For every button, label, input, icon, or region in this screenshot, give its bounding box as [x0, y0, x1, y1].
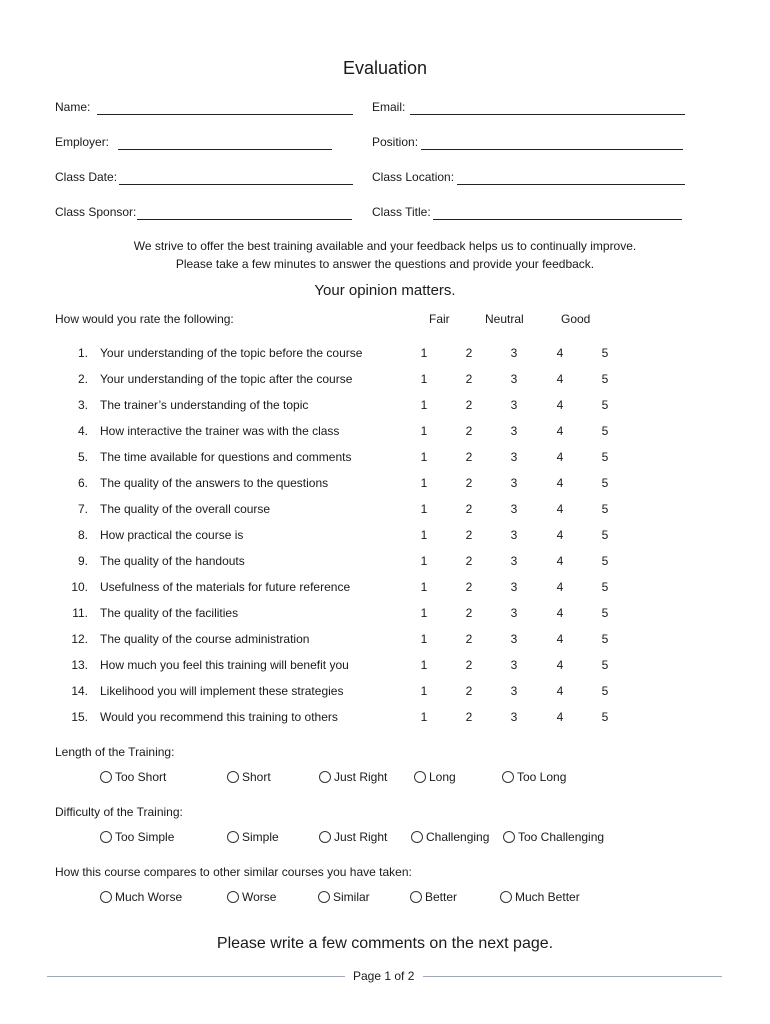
rating-score-1[interactable]: 1: [420, 658, 428, 672]
compare-option[interactable]: [410, 890, 457, 904]
difficulty-option-label: Just Right: [334, 830, 388, 844]
rating-score-3[interactable]: 3: [510, 632, 518, 646]
compare-label: How this course compares to other similar courses you have taken:: [55, 865, 412, 879]
opinion-heading: Your opinion matters.: [314, 282, 456, 299]
rating-score-4[interactable]: 4: [556, 424, 564, 438]
rating-score-3[interactable]: 3: [510, 580, 518, 594]
question-text: How practical the course is: [100, 528, 244, 542]
rating-score-1[interactable]: 1: [420, 632, 428, 646]
employer-field[interactable]: [118, 136, 332, 150]
rating-score-2[interactable]: 2: [465, 632, 473, 646]
question-number: 8.: [77, 528, 88, 542]
length-label: Length of the Training:: [55, 745, 175, 759]
length-option[interactable]: [319, 770, 387, 784]
radio-button-icon[interactable]: [227, 831, 239, 843]
compare-option[interactable]: [500, 890, 580, 904]
rating-score-2[interactable]: 2: [465, 528, 473, 542]
question-number: 2.: [77, 372, 88, 386]
rating-score-4[interactable]: 4: [556, 528, 564, 542]
question-text: The time available for questions and comments: [100, 450, 352, 464]
rating-score-4[interactable]: 4: [556, 580, 564, 594]
rating-score-2[interactable]: 2: [465, 372, 473, 386]
radio-button-icon[interactable]: [100, 891, 112, 903]
class-sponsor-field[interactable]: [137, 206, 352, 220]
rating-score-1[interactable]: 1: [420, 398, 428, 412]
rating-score-4[interactable]: 4: [556, 606, 564, 620]
radio-button-icon[interactable]: [319, 831, 331, 843]
rating-score-5[interactable]: 5: [601, 476, 609, 490]
question-number: 3.: [77, 398, 88, 412]
radio-button-icon[interactable]: [411, 831, 423, 843]
rating-score-4[interactable]: 4: [556, 450, 564, 464]
email-label: Email:: [372, 100, 406, 114]
question-number: 7.: [77, 502, 88, 516]
rating-prompt: How would you rate the following:: [55, 312, 234, 326]
rating-score-4[interactable]: 4: [556, 684, 564, 698]
rating-score-1[interactable]: 1: [420, 554, 428, 568]
intro-text: [0, 237, 770, 273]
rating-score-5[interactable]: 5: [601, 346, 609, 360]
rating-score-5[interactable]: 5: [601, 580, 609, 594]
difficulty-option[interactable]: [503, 830, 604, 844]
rating-score-2[interactable]: 2: [465, 346, 473, 360]
rating-score-5[interactable]: 5: [601, 554, 609, 568]
rating-score-3[interactable]: 3: [510, 424, 518, 438]
rating-score-3[interactable]: 3: [510, 658, 518, 672]
rating-score-5[interactable]: 5: [601, 398, 609, 412]
class-date-label: Class Date:: [55, 170, 118, 184]
position-field[interactable]: [421, 136, 683, 150]
rating-score-3[interactable]: 3: [510, 554, 518, 568]
compare-option-label: Better: [425, 890, 458, 904]
difficulty-option[interactable]: [100, 830, 174, 844]
difficulty-option-label: Simple: [242, 830, 279, 844]
rating-score-4[interactable]: 4: [556, 502, 564, 516]
rating-score-5[interactable]: 5: [601, 632, 609, 646]
question-number: 4.: [77, 424, 88, 438]
intro-line-1: We strive to offer the best training available and your feedback helps us to continually improve.: [133, 239, 637, 253]
question-number: 6.: [77, 476, 88, 490]
question-number: 13.: [71, 658, 88, 672]
rating-score-2[interactable]: 2: [465, 424, 473, 438]
rating-score-2[interactable]: 2: [465, 476, 473, 490]
difficulty-option-label: Too Simple: [115, 830, 175, 844]
radio-button-icon[interactable]: [410, 891, 422, 903]
rating-score-5[interactable]: 5: [601, 684, 609, 698]
rating-score-3[interactable]: 3: [510, 502, 518, 516]
rating-score-1[interactable]: 1: [420, 710, 428, 724]
rating-score-2[interactable]: 2: [465, 554, 473, 568]
rating-score-1[interactable]: 1: [420, 528, 428, 542]
rating-score-5[interactable]: 5: [601, 528, 609, 542]
radio-button-icon[interactable]: [318, 891, 330, 903]
rating-score-1[interactable]: 1: [420, 450, 428, 464]
rating-score-3[interactable]: 3: [510, 372, 518, 386]
rating-score-2[interactable]: 2: [465, 398, 473, 412]
question-text: The quality of the answers to the questions: [100, 476, 329, 490]
rating-score-5[interactable]: 5: [601, 502, 609, 516]
radio-button-icon[interactable]: [503, 831, 515, 843]
question-text: How much you feel this training will benefit you: [100, 658, 349, 672]
name-field[interactable]: [97, 101, 353, 115]
rating-score-3[interactable]: 3: [510, 528, 518, 542]
rating-score-1[interactable]: 1: [420, 684, 428, 698]
rating-score-1[interactable]: 1: [420, 606, 428, 620]
rating-score-2[interactable]: 2: [465, 658, 473, 672]
compare-option-label: Much Worse: [115, 890, 183, 904]
rating-score-3[interactable]: 3: [510, 476, 518, 490]
email-field[interactable]: [410, 101, 685, 115]
rating-score-1[interactable]: 1: [420, 372, 428, 386]
rating-score-3[interactable]: 3: [510, 450, 518, 464]
length-option-label: Long: [429, 770, 456, 784]
compare-option-label: Much Better: [515, 890, 580, 904]
footer-rule-right: [423, 976, 722, 977]
radio-button-icon[interactable]: [502, 771, 514, 783]
length-option-label: Short: [242, 770, 271, 784]
scale-neutral-label: Neutral: [485, 312, 524, 326]
rating-score-5[interactable]: 5: [601, 710, 609, 724]
radio-button-icon[interactable]: [319, 771, 331, 783]
rating-score-2[interactable]: 2: [465, 606, 473, 620]
radio-button-icon[interactable]: [500, 891, 512, 903]
rating-score-3[interactable]: 3: [510, 398, 518, 412]
difficulty-option-label: Too Challenging: [518, 830, 605, 844]
rating-score-1[interactable]: 1: [420, 580, 428, 594]
question-number: 15.: [71, 710, 88, 724]
difficulty-option-label: Challenging: [426, 830, 490, 844]
rating-score-3[interactable]: 3: [510, 684, 518, 698]
length-option-label: Too Long: [517, 770, 567, 784]
rating-score-4[interactable]: 4: [556, 372, 564, 386]
question-text: The quality of the handouts: [100, 554, 245, 568]
question-text: Likelihood you will implement these strategies: [100, 684, 344, 698]
difficulty-option[interactable]: [411, 830, 489, 844]
question-text: The quality of the course administration: [100, 632, 310, 646]
question-text: The trainer’s understanding of the topic: [100, 398, 309, 412]
question-text: The quality of the facilities: [100, 606, 239, 620]
question-number: 11.: [72, 606, 88, 620]
class-location-field[interactable]: [457, 171, 685, 185]
rating-score-4[interactable]: 4: [556, 658, 564, 672]
question-text: Your understanding of the topic after the course: [100, 372, 353, 386]
rating-score-5[interactable]: 5: [601, 606, 609, 620]
rating-score-1[interactable]: 1: [420, 346, 428, 360]
rating-score-4[interactable]: 4: [556, 710, 564, 724]
footer-rule-left: [47, 976, 345, 977]
radio-button-icon[interactable]: [414, 771, 426, 783]
question-number: 9.: [77, 554, 88, 568]
rating-score-5[interactable]: 5: [601, 658, 609, 672]
rating-score-2[interactable]: 2: [465, 710, 473, 724]
intro-line-2: Please take a few minutes to answer the questions and provide your feedback.: [175, 257, 595, 271]
length-option[interactable]: [227, 770, 271, 784]
compare-option-label: Similar: [333, 890, 370, 904]
length-option[interactable]: [100, 770, 166, 784]
question-number: 14.: [71, 684, 88, 698]
rating-score-2[interactable]: 2: [465, 684, 473, 698]
length-option-label: Too Short: [115, 770, 167, 784]
rating-score-4[interactable]: 4: [556, 346, 564, 360]
compare-option[interactable]: [318, 890, 370, 904]
rating-score-4[interactable]: 4: [556, 476, 564, 490]
page-title: Evaluation: [342, 58, 428, 78]
rating-score-3[interactable]: 3: [510, 710, 518, 724]
question-text: Usefulness of the materials for future reference: [100, 580, 351, 594]
question-text: Your understanding of the topic before the course: [100, 346, 363, 360]
length-option-label: Just Right: [334, 770, 388, 784]
employer-label: Employer:: [55, 135, 110, 149]
question-text: Would you recommend this training to others: [100, 710, 338, 724]
rating-score-3[interactable]: 3: [510, 346, 518, 360]
difficulty-option[interactable]: [227, 830, 279, 844]
radio-button-icon[interactable]: [100, 831, 112, 843]
position-label: Position:: [372, 135, 419, 149]
length-option[interactable]: [502, 770, 566, 784]
scale-fair-label: Fair: [429, 312, 450, 326]
rating-score-2[interactable]: 2: [465, 580, 473, 594]
name-label: Name:: [55, 100, 91, 114]
class-sponsor-label: Class Sponsor:: [55, 205, 137, 219]
rating-score-5[interactable]: 5: [601, 424, 609, 438]
page-number: Page 1 of 2: [353, 969, 415, 983]
rating-score-1[interactable]: 1: [420, 476, 428, 490]
rating-score-4[interactable]: 4: [556, 398, 564, 412]
rating-score-1[interactable]: 1: [420, 424, 428, 438]
scale-good-label: Good: [561, 312, 591, 326]
length-option[interactable]: [414, 770, 456, 784]
question-number: 12.: [71, 632, 88, 646]
class-location-label: Class Location:: [372, 170, 455, 184]
compare-option-label: Worse: [242, 890, 277, 904]
question-text: How interactive the trainer was with the class: [100, 424, 340, 438]
difficulty-label: Difficulty of the Training:: [55, 805, 183, 819]
difficulty-option[interactable]: [319, 830, 387, 844]
class-title-field[interactable]: [433, 206, 682, 220]
radio-button-icon[interactable]: [227, 771, 239, 783]
question-number: 1.: [77, 346, 88, 360]
question-text: The quality of the overall course: [100, 502, 271, 516]
question-number: 5.: [77, 450, 88, 464]
rating-score-5[interactable]: 5: [601, 372, 609, 386]
rating-score-4[interactable]: 4: [556, 632, 564, 646]
radio-button-icon[interactable]: [227, 891, 239, 903]
rating-score-1[interactable]: 1: [420, 502, 428, 516]
compare-option[interactable]: [227, 890, 276, 904]
rating-score-3[interactable]: 3: [510, 606, 518, 620]
radio-button-icon[interactable]: [100, 771, 112, 783]
rating-score-4[interactable]: 4: [556, 554, 564, 568]
comments-note: Please write a few comments on the next page.: [216, 935, 554, 952]
compare-option[interactable]: [100, 890, 182, 904]
class-title-label: Class Title:: [372, 205, 431, 219]
rating-score-2[interactable]: 2: [465, 502, 473, 516]
class-date-field[interactable]: [119, 171, 353, 185]
rating-score-2[interactable]: 2: [465, 450, 473, 464]
rating-score-5[interactable]: 5: [601, 450, 609, 464]
question-number: 10.: [71, 580, 88, 594]
